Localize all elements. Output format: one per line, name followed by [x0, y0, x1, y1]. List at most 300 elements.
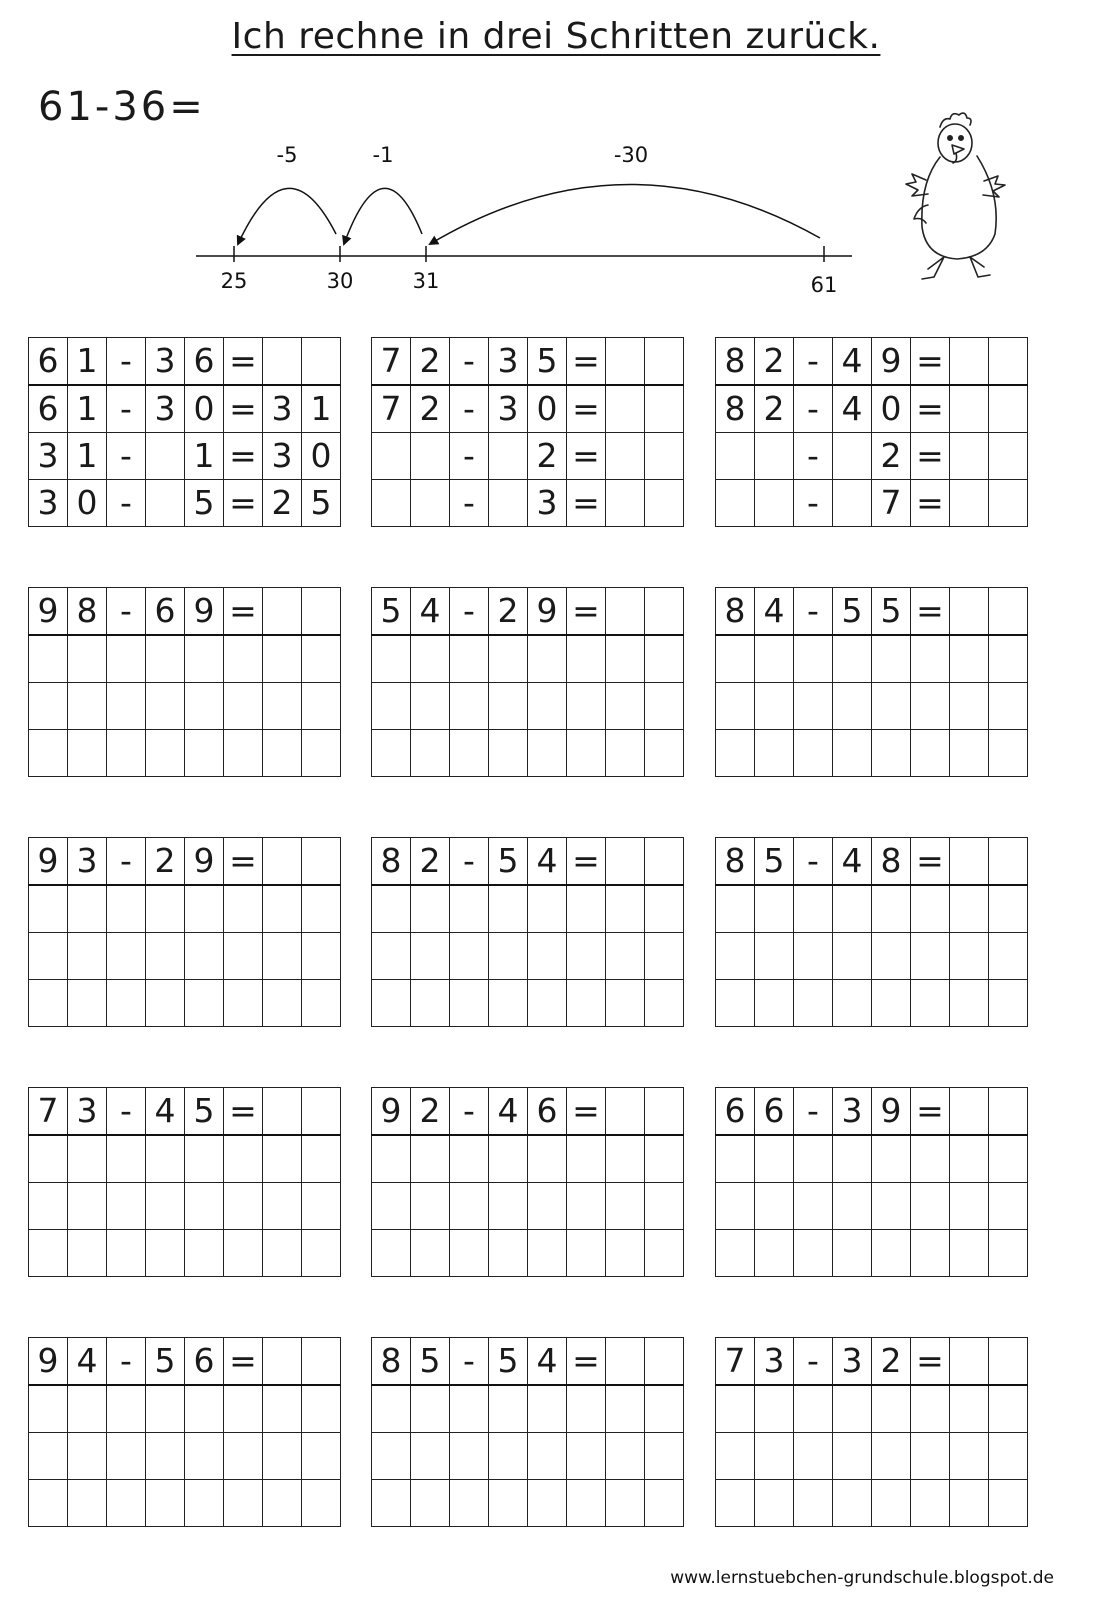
answer-cell[interactable]	[372, 980, 411, 1027]
answer-cell[interactable]: =	[224, 433, 263, 480]
answer-cell[interactable]: 4	[833, 385, 872, 433]
answer-cell[interactable]	[489, 933, 528, 980]
answer-cell[interactable]	[185, 730, 224, 777]
answer-cell[interactable]: 0	[185, 385, 224, 433]
answer-cell[interactable]	[68, 1385, 107, 1433]
answer-cell[interactable]	[606, 480, 645, 527]
answer-cell[interactable]	[528, 1385, 567, 1433]
answer-cell[interactable]	[716, 683, 755, 730]
answer-cell[interactable]	[411, 1480, 450, 1527]
answer-cell[interactable]	[372, 885, 411, 933]
answer-cell[interactable]: 3	[29, 433, 68, 480]
answer-cell[interactable]	[645, 385, 684, 433]
answer-cell[interactable]	[107, 1135, 146, 1183]
answer-cell[interactable]	[833, 1183, 872, 1230]
answer-cell[interactable]	[450, 1230, 489, 1277]
answer-cell[interactable]	[372, 1433, 411, 1480]
answer-cell[interactable]	[645, 1433, 684, 1480]
answer-cell[interactable]: -	[107, 433, 146, 480]
answer-cell[interactable]	[450, 1135, 489, 1183]
answer-cell[interactable]	[606, 683, 645, 730]
answer-cell[interactable]	[372, 433, 411, 480]
answer-cell[interactable]	[29, 885, 68, 933]
answer-cell[interactable]	[29, 683, 68, 730]
answer-cell[interactable]	[911, 635, 950, 683]
answer-cell[interactable]	[450, 730, 489, 777]
answer-cell[interactable]	[224, 730, 263, 777]
answer-cell[interactable]	[950, 683, 989, 730]
answer-cell[interactable]	[755, 1480, 794, 1527]
answer-cell[interactable]	[528, 1480, 567, 1527]
answer-cell[interactable]	[567, 1183, 606, 1230]
answer-cell[interactable]	[107, 1385, 146, 1433]
answer-cell[interactable]	[107, 730, 146, 777]
answer-cell[interactable]	[794, 1385, 833, 1433]
answer-cell[interactable]	[107, 1230, 146, 1277]
answer-cell[interactable]	[263, 1230, 302, 1277]
answer-cell[interactable]	[911, 1433, 950, 1480]
answer-cell[interactable]	[989, 1230, 1028, 1277]
answer-cell[interactable]	[794, 1480, 833, 1527]
answer-cell[interactable]	[716, 1183, 755, 1230]
answer-cell[interactable]	[950, 1433, 989, 1480]
answer-cell[interactable]	[146, 683, 185, 730]
answer-cell[interactable]	[950, 1183, 989, 1230]
answer-cell[interactable]: -	[107, 480, 146, 527]
answer-cell[interactable]	[989, 683, 1028, 730]
answer-cell[interactable]	[302, 635, 341, 683]
answer-cell[interactable]	[950, 385, 989, 433]
answer-cell[interactable]	[302, 683, 341, 730]
answer-cell[interactable]	[489, 1480, 528, 1527]
answer-cell[interactable]	[185, 1385, 224, 1433]
answer-cell[interactable]	[411, 635, 450, 683]
answer-cell[interactable]	[185, 933, 224, 980]
answer-cell[interactable]: -	[794, 433, 833, 480]
answer-cell[interactable]	[372, 1135, 411, 1183]
answer-cell[interactable]	[645, 683, 684, 730]
answer-cell[interactable]	[950, 885, 989, 933]
answer-cell[interactable]	[29, 980, 68, 1027]
answer-cell[interactable]	[950, 635, 989, 683]
answer-cell[interactable]	[489, 1433, 528, 1480]
answer-cell[interactable]	[224, 933, 263, 980]
answer-cell[interactable]: 3	[528, 480, 567, 527]
answer-cell[interactable]: 2	[411, 385, 450, 433]
answer-cell[interactable]	[833, 730, 872, 777]
answer-cell[interactable]	[755, 635, 794, 683]
answer-cell[interactable]	[872, 1433, 911, 1480]
answer-cell[interactable]: 5	[302, 480, 341, 527]
answer-cell[interactable]	[794, 980, 833, 1027]
answer-cell[interactable]	[794, 683, 833, 730]
answer-cell[interactable]	[716, 480, 755, 527]
answer-cell[interactable]	[302, 1480, 341, 1527]
answer-cell[interactable]	[263, 1183, 302, 1230]
answer-cell[interactable]	[911, 1230, 950, 1277]
answer-cell[interactable]	[606, 1385, 645, 1433]
answer-cell[interactable]	[911, 1385, 950, 1433]
answer-cell[interactable]	[606, 730, 645, 777]
answer-cell[interactable]	[567, 1135, 606, 1183]
answer-cell[interactable]	[411, 885, 450, 933]
answer-cell[interactable]	[716, 1135, 755, 1183]
answer-cell[interactable]	[411, 1183, 450, 1230]
answer-cell[interactable]: 2	[872, 433, 911, 480]
answer-cell[interactable]	[372, 683, 411, 730]
answer-cell[interactable]	[185, 1183, 224, 1230]
answer-cell[interactable]	[450, 933, 489, 980]
answer-cell[interactable]	[950, 1230, 989, 1277]
answer-cell[interactable]	[263, 933, 302, 980]
answer-cell[interactable]	[794, 1433, 833, 1480]
answer-cell[interactable]	[29, 933, 68, 980]
answer-cell[interactable]: 1	[68, 433, 107, 480]
answer-cell[interactable]	[755, 1135, 794, 1183]
answer-cell[interactable]	[833, 1385, 872, 1433]
answer-cell[interactable]	[872, 885, 911, 933]
answer-cell[interactable]	[29, 730, 68, 777]
answer-cell[interactable]	[755, 1433, 794, 1480]
answer-cell[interactable]: 3	[146, 385, 185, 433]
answer-cell[interactable]	[263, 683, 302, 730]
answer-cell[interactable]	[755, 683, 794, 730]
answer-cell[interactable]	[68, 635, 107, 683]
answer-cell[interactable]	[146, 730, 185, 777]
answer-cell[interactable]	[29, 1183, 68, 1230]
answer-cell[interactable]: 0	[528, 385, 567, 433]
answer-cell[interactable]	[794, 635, 833, 683]
answer-cell[interactable]	[794, 1230, 833, 1277]
answer-cell[interactable]	[645, 1480, 684, 1527]
answer-cell[interactable]	[68, 980, 107, 1027]
answer-cell[interactable]: -	[794, 385, 833, 433]
answer-cell[interactable]	[989, 933, 1028, 980]
answer-cell[interactable]	[146, 1433, 185, 1480]
answer-cell[interactable]: =	[224, 385, 263, 433]
answer-cell[interactable]	[911, 1480, 950, 1527]
answer-cell[interactable]	[528, 885, 567, 933]
answer-cell[interactable]: -	[450, 433, 489, 480]
answer-cell[interactable]	[450, 1480, 489, 1527]
answer-cell[interactable]: 5	[185, 480, 224, 527]
answer-cell[interactable]	[489, 480, 528, 527]
answer-cell[interactable]	[567, 1480, 606, 1527]
answer-cell[interactable]: 7	[372, 385, 411, 433]
answer-cell[interactable]: 8	[716, 385, 755, 433]
answer-cell[interactable]	[794, 1135, 833, 1183]
answer-cell[interactable]	[645, 480, 684, 527]
answer-cell[interactable]	[716, 1433, 755, 1480]
answer-cell[interactable]	[833, 885, 872, 933]
answer-cell[interactable]: =	[224, 480, 263, 527]
answer-cell[interactable]	[450, 1183, 489, 1230]
answer-cell[interactable]	[146, 1183, 185, 1230]
answer-cell[interactable]	[755, 1230, 794, 1277]
answer-cell[interactable]	[29, 635, 68, 683]
answer-cell[interactable]	[567, 683, 606, 730]
answer-cell[interactable]	[645, 635, 684, 683]
answer-cell[interactable]	[224, 1135, 263, 1183]
answer-cell[interactable]: -	[450, 385, 489, 433]
answer-cell[interactable]	[989, 635, 1028, 683]
answer-cell[interactable]	[107, 1433, 146, 1480]
answer-cell[interactable]	[302, 730, 341, 777]
answer-cell[interactable]	[411, 730, 450, 777]
answer-cell[interactable]	[645, 1230, 684, 1277]
answer-cell[interactable]	[716, 433, 755, 480]
answer-cell[interactable]	[224, 1433, 263, 1480]
answer-cell[interactable]: =	[567, 385, 606, 433]
answer-cell[interactable]: 0	[872, 385, 911, 433]
answer-cell[interactable]	[606, 933, 645, 980]
answer-cell[interactable]	[528, 635, 567, 683]
answer-cell[interactable]	[716, 1230, 755, 1277]
answer-cell[interactable]: 3	[263, 433, 302, 480]
answer-cell[interactable]	[489, 1135, 528, 1183]
answer-cell[interactable]	[528, 683, 567, 730]
answer-cell[interactable]	[606, 980, 645, 1027]
answer-cell[interactable]	[489, 1385, 528, 1433]
answer-cell[interactable]: 0	[68, 480, 107, 527]
answer-cell[interactable]: 0	[302, 433, 341, 480]
answer-cell[interactable]	[489, 980, 528, 1027]
answer-cell[interactable]	[68, 730, 107, 777]
answer-cell[interactable]	[450, 683, 489, 730]
answer-cell[interactable]	[833, 635, 872, 683]
answer-cell[interactable]	[989, 433, 1028, 480]
answer-cell[interactable]: =	[911, 385, 950, 433]
answer-cell[interactable]	[716, 730, 755, 777]
answer-cell[interactable]	[716, 885, 755, 933]
answer-cell[interactable]	[68, 683, 107, 730]
answer-cell[interactable]	[528, 1230, 567, 1277]
answer-cell[interactable]	[107, 933, 146, 980]
answer-cell[interactable]	[606, 385, 645, 433]
answer-cell[interactable]: 1	[185, 433, 224, 480]
answer-cell[interactable]	[146, 933, 185, 980]
answer-cell[interactable]	[528, 980, 567, 1027]
answer-cell[interactable]	[411, 1385, 450, 1433]
answer-cell[interactable]	[567, 635, 606, 683]
answer-cell[interactable]	[68, 933, 107, 980]
answer-cell[interactable]	[567, 933, 606, 980]
answer-cell[interactable]	[68, 1480, 107, 1527]
answer-cell[interactable]	[107, 885, 146, 933]
answer-cell[interactable]	[833, 480, 872, 527]
answer-cell[interactable]	[833, 683, 872, 730]
answer-cell[interactable]	[989, 1480, 1028, 1527]
answer-cell[interactable]	[567, 1385, 606, 1433]
answer-cell[interactable]	[872, 683, 911, 730]
answer-cell[interactable]: 3	[489, 385, 528, 433]
answer-cell[interactable]	[911, 683, 950, 730]
answer-cell[interactable]	[989, 1183, 1028, 1230]
answer-cell[interactable]	[302, 1183, 341, 1230]
answer-cell[interactable]	[794, 730, 833, 777]
answer-cell[interactable]	[146, 433, 185, 480]
answer-cell[interactable]	[950, 1135, 989, 1183]
answer-cell[interactable]	[107, 1480, 146, 1527]
answer-cell[interactable]	[107, 635, 146, 683]
answer-cell[interactable]	[489, 683, 528, 730]
answer-cell[interactable]	[263, 1480, 302, 1527]
answer-cell[interactable]	[755, 980, 794, 1027]
answer-cell[interactable]: =	[911, 433, 950, 480]
answer-cell[interactable]	[833, 1135, 872, 1183]
answer-cell[interactable]	[606, 1480, 645, 1527]
answer-cell[interactable]	[528, 1183, 567, 1230]
answer-cell[interactable]	[833, 1480, 872, 1527]
answer-cell[interactable]	[489, 1230, 528, 1277]
answer-cell[interactable]	[606, 433, 645, 480]
answer-cell[interactable]	[146, 1230, 185, 1277]
answer-cell[interactable]	[645, 730, 684, 777]
answer-cell[interactable]	[302, 1230, 341, 1277]
answer-cell[interactable]	[989, 885, 1028, 933]
answer-cell[interactable]	[716, 1385, 755, 1433]
answer-cell[interactable]	[372, 730, 411, 777]
answer-cell[interactable]	[911, 1135, 950, 1183]
answer-cell[interactable]	[645, 980, 684, 1027]
answer-cell[interactable]	[450, 885, 489, 933]
answer-cell[interactable]	[645, 433, 684, 480]
answer-cell[interactable]	[872, 1135, 911, 1183]
answer-cell[interactable]	[606, 635, 645, 683]
answer-cell[interactable]	[911, 1183, 950, 1230]
answer-cell[interactable]	[411, 683, 450, 730]
answer-cell[interactable]	[606, 1433, 645, 1480]
answer-cell[interactable]	[872, 1480, 911, 1527]
answer-cell[interactable]	[950, 433, 989, 480]
answer-cell[interactable]	[185, 980, 224, 1027]
answer-cell[interactable]	[989, 730, 1028, 777]
answer-cell[interactable]	[302, 885, 341, 933]
answer-cell[interactable]	[411, 980, 450, 1027]
answer-cell[interactable]	[606, 1230, 645, 1277]
answer-cell[interactable]	[68, 1230, 107, 1277]
answer-cell[interactable]: 3	[263, 385, 302, 433]
answer-cell[interactable]	[68, 1135, 107, 1183]
answer-cell[interactable]	[29, 1135, 68, 1183]
answer-cell[interactable]	[833, 980, 872, 1027]
answer-cell[interactable]: -	[794, 480, 833, 527]
answer-cell[interactable]	[68, 1183, 107, 1230]
answer-cell[interactable]: 3	[29, 480, 68, 527]
answer-cell[interactable]	[489, 1183, 528, 1230]
answer-cell[interactable]	[302, 1385, 341, 1433]
answer-cell[interactable]	[146, 480, 185, 527]
answer-cell[interactable]	[755, 730, 794, 777]
answer-cell[interactable]	[645, 1135, 684, 1183]
answer-cell[interactable]	[372, 1480, 411, 1527]
answer-cell[interactable]: 1	[68, 385, 107, 433]
answer-cell[interactable]	[645, 1183, 684, 1230]
answer-cell[interactable]	[372, 933, 411, 980]
answer-cell[interactable]	[528, 1135, 567, 1183]
answer-cell[interactable]	[911, 933, 950, 980]
answer-cell[interactable]	[567, 885, 606, 933]
answer-cell[interactable]: -	[450, 480, 489, 527]
answer-cell[interactable]	[833, 933, 872, 980]
answer-cell[interactable]	[950, 1480, 989, 1527]
answer-cell[interactable]	[450, 1433, 489, 1480]
answer-cell[interactable]	[411, 1433, 450, 1480]
answer-cell[interactable]	[411, 433, 450, 480]
answer-cell[interactable]	[872, 730, 911, 777]
answer-cell[interactable]	[950, 480, 989, 527]
answer-cell[interactable]	[794, 933, 833, 980]
answer-cell[interactable]	[185, 1230, 224, 1277]
answer-cell[interactable]	[185, 683, 224, 730]
answer-cell[interactable]	[146, 1385, 185, 1433]
answer-cell[interactable]	[146, 1135, 185, 1183]
answer-cell[interactable]	[489, 635, 528, 683]
answer-cell[interactable]	[716, 980, 755, 1027]
answer-cell[interactable]	[185, 1135, 224, 1183]
answer-cell[interactable]	[567, 980, 606, 1027]
answer-cell[interactable]	[185, 1480, 224, 1527]
answer-cell[interactable]	[755, 885, 794, 933]
answer-cell[interactable]	[911, 980, 950, 1027]
answer-cell[interactable]	[950, 933, 989, 980]
answer-cell[interactable]	[911, 730, 950, 777]
answer-cell[interactable]	[833, 1230, 872, 1277]
answer-cell[interactable]	[411, 1135, 450, 1183]
answer-cell[interactable]	[755, 933, 794, 980]
answer-cell[interactable]	[29, 1230, 68, 1277]
answer-cell[interactable]	[224, 683, 263, 730]
answer-cell[interactable]: 7	[872, 480, 911, 527]
answer-cell[interactable]	[29, 1433, 68, 1480]
answer-cell[interactable]: 2	[755, 385, 794, 433]
answer-cell[interactable]	[450, 635, 489, 683]
answer-cell[interactable]	[755, 433, 794, 480]
answer-cell[interactable]	[606, 885, 645, 933]
answer-cell[interactable]	[29, 1480, 68, 1527]
answer-cell[interactable]: 2	[263, 480, 302, 527]
answer-cell[interactable]: 1	[302, 385, 341, 433]
answer-cell[interactable]	[567, 1433, 606, 1480]
answer-cell[interactable]	[302, 933, 341, 980]
answer-cell[interactable]	[489, 433, 528, 480]
answer-cell[interactable]	[606, 1135, 645, 1183]
answer-cell[interactable]	[528, 933, 567, 980]
answer-cell[interactable]: =	[567, 480, 606, 527]
answer-cell[interactable]	[716, 933, 755, 980]
answer-cell[interactable]	[372, 1183, 411, 1230]
answer-cell[interactable]	[989, 980, 1028, 1027]
answer-cell[interactable]: -	[107, 385, 146, 433]
answer-cell[interactable]	[567, 730, 606, 777]
answer-cell[interactable]	[872, 933, 911, 980]
answer-cell[interactable]	[68, 885, 107, 933]
answer-cell[interactable]	[950, 980, 989, 1027]
answer-cell[interactable]	[263, 1385, 302, 1433]
answer-cell[interactable]	[528, 1433, 567, 1480]
answer-cell[interactable]	[224, 980, 263, 1027]
answer-cell[interactable]	[302, 1433, 341, 1480]
answer-cell[interactable]	[872, 1183, 911, 1230]
answer-cell[interactable]	[489, 730, 528, 777]
answer-cell[interactable]	[716, 635, 755, 683]
answer-cell[interactable]: 2	[528, 433, 567, 480]
answer-cell[interactable]: =	[911, 480, 950, 527]
answer-cell[interactable]	[146, 635, 185, 683]
answer-cell[interactable]	[872, 635, 911, 683]
answer-cell[interactable]	[372, 1230, 411, 1277]
answer-cell[interactable]	[872, 1230, 911, 1277]
